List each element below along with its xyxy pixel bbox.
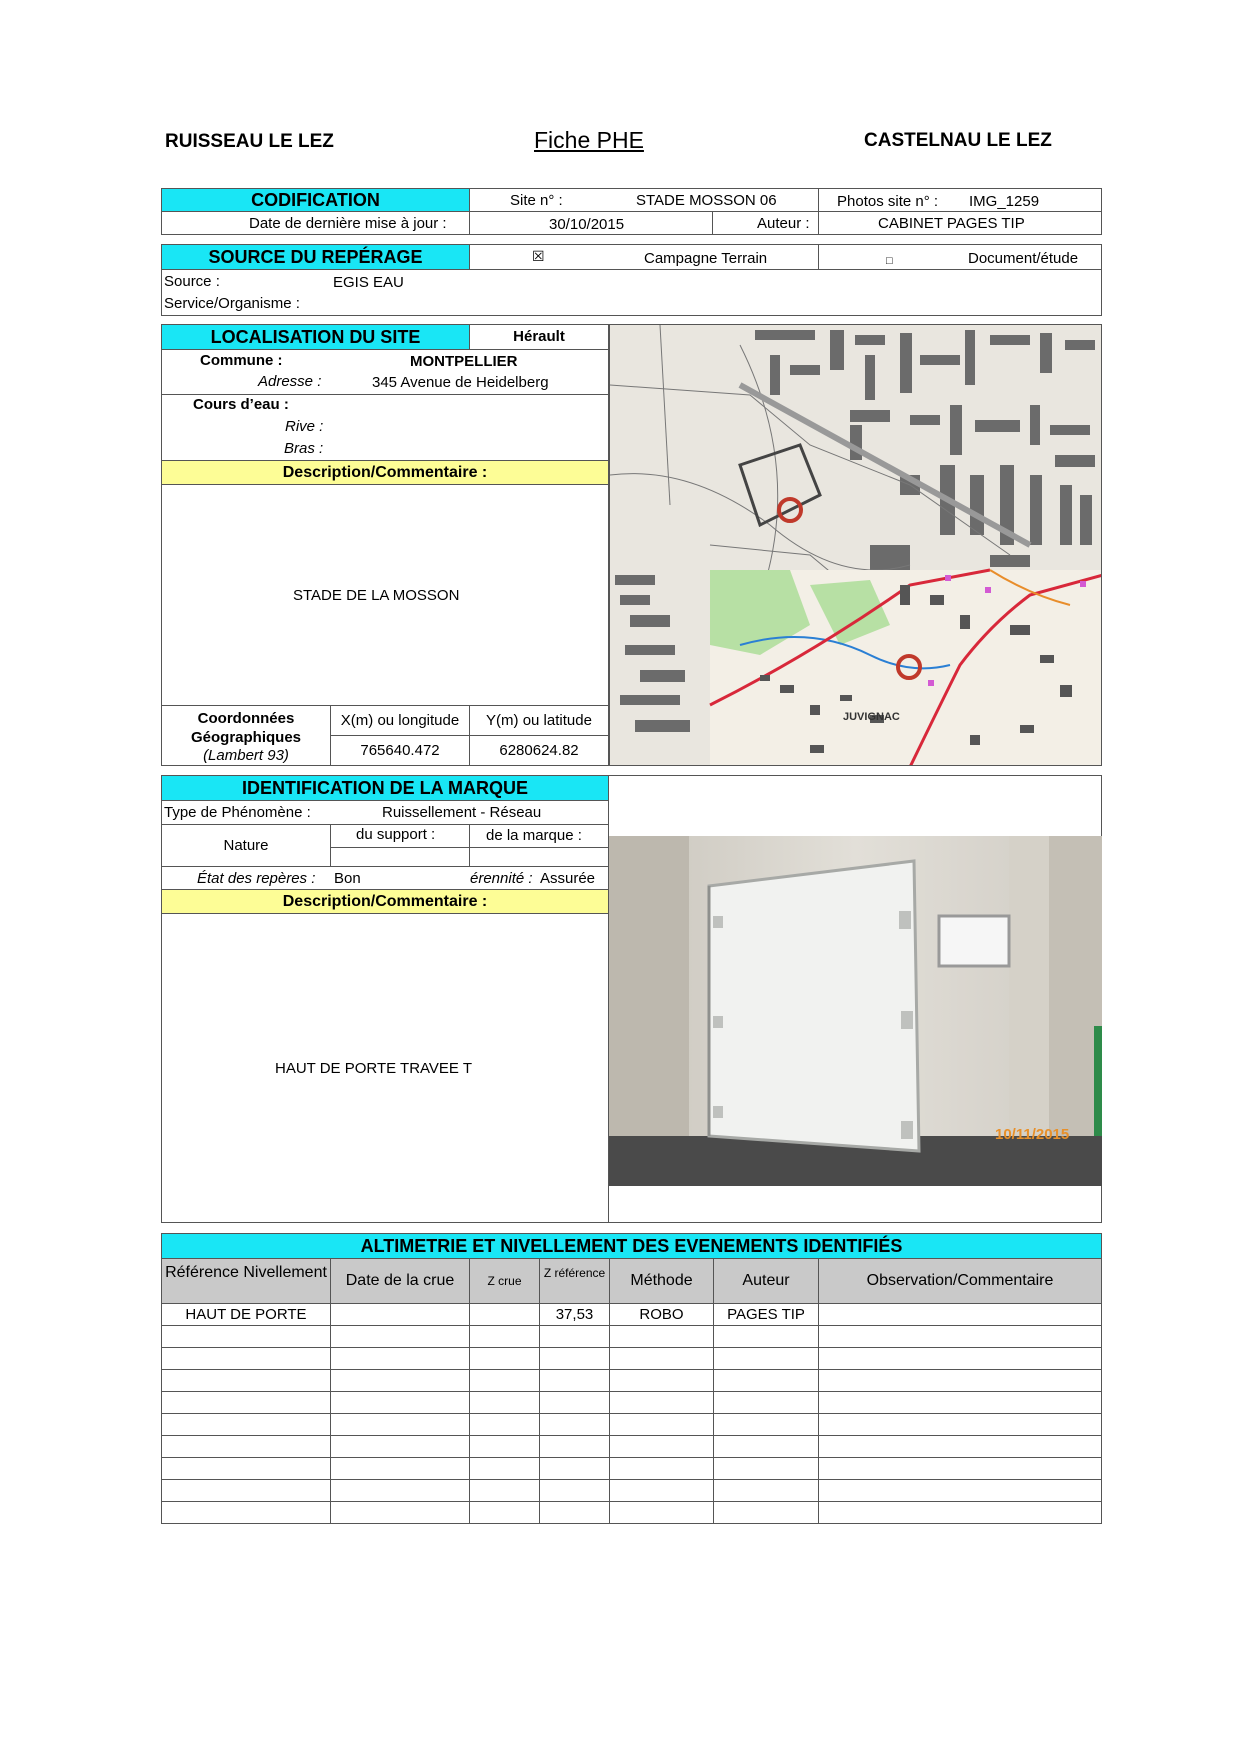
table-cell	[609, 1369, 714, 1392]
table-cell	[818, 1501, 1102, 1524]
coords-label-2: Géographiques	[190, 729, 302, 746]
table-cell	[609, 1413, 714, 1436]
table-cell	[609, 1325, 714, 1348]
table-cell: HAUT DE PORTE	[161, 1303, 331, 1326]
update-date-label: Date de dernière mise à jour :	[249, 215, 447, 232]
table-cell	[713, 1391, 819, 1414]
table-cell	[161, 1347, 331, 1370]
table-cell	[818, 1347, 1102, 1370]
table-cell	[161, 1391, 331, 1414]
table-cell	[818, 1391, 1102, 1414]
table-cell	[713, 1435, 819, 1458]
table-cell	[713, 1369, 819, 1392]
x-value: 765640.472	[330, 735, 470, 766]
table-cell	[330, 1325, 470, 1348]
table-cell	[609, 1457, 714, 1480]
col-flood-date: Date de la crue	[330, 1258, 470, 1304]
table-cell	[330, 1347, 470, 1370]
state-value: Bon	[334, 870, 361, 887]
table-cell	[818, 1325, 1102, 1348]
table-cell	[539, 1391, 610, 1414]
table-cell	[609, 1347, 714, 1370]
table-cell	[818, 1303, 1102, 1326]
table-cell	[161, 1457, 331, 1480]
table-cell	[539, 1325, 610, 1348]
author-value: CABINET PAGES TIP	[878, 215, 1025, 232]
type-label: Type de Phénomène :	[164, 804, 311, 821]
coords-label-3: (Lambert 93)	[203, 747, 289, 764]
table-cell	[609, 1501, 714, 1524]
campaign-label: Campagne Terrain	[644, 250, 768, 267]
table-cell	[330, 1457, 470, 1480]
update-date-value: 30/10/2015	[549, 216, 625, 233]
table-cell	[330, 1391, 470, 1414]
nature-label: Nature	[223, 837, 269, 854]
identification-heading: IDENTIFICATION DE LA MARQUE	[161, 775, 609, 801]
table-cell	[818, 1457, 1102, 1480]
location-map	[609, 324, 1102, 766]
table-cell	[161, 1501, 331, 1524]
table-cell	[609, 1391, 714, 1414]
codification-heading: CODIFICATION	[161, 188, 470, 212]
mark-description-heading: Description/Commentaire :	[161, 889, 609, 914]
col-method: Méthode	[609, 1258, 714, 1304]
perennity-value: Assurée	[540, 870, 596, 887]
table-cell	[818, 1435, 1102, 1458]
table-cell	[330, 1303, 470, 1326]
bank-label: Rive :	[285, 418, 324, 435]
table-cell	[539, 1347, 610, 1370]
table-cell	[469, 1347, 540, 1370]
table-cell	[469, 1435, 540, 1458]
table-cell	[161, 1435, 331, 1458]
site-description-heading: Description/Commentaire :	[161, 460, 609, 485]
coords-label-1: Coordonnées	[197, 710, 295, 727]
table-cell	[609, 1435, 714, 1458]
y-value: 6280624.82	[469, 735, 609, 766]
table-cell: 37,53	[539, 1303, 610, 1326]
table-cell	[161, 1413, 331, 1436]
table-cell	[330, 1435, 470, 1458]
source-body	[161, 269, 1102, 316]
service-value: EGIS EAU	[333, 274, 404, 291]
col-reference: Référence Nivellement	[161, 1258, 331, 1304]
table-cell	[713, 1413, 819, 1436]
page-title: Fiche PHE	[534, 127, 644, 153]
table-cell	[539, 1369, 610, 1392]
table-cell	[469, 1501, 540, 1524]
site-description-text: STADE DE LA MOSSON	[293, 587, 460, 604]
address-value: 345 Avenue de Heidelberg	[372, 374, 549, 391]
x-label: X(m) ou longitude	[330, 705, 470, 736]
map-place-label: JUVIGNAC	[843, 711, 900, 723]
table-cell	[161, 1325, 331, 1348]
mark-description-text: HAUT DE PORTE TRAVEE T	[275, 1060, 472, 1077]
photos-label: Photos site n° :	[837, 193, 939, 210]
river-label: Cours d’eau :	[193, 396, 289, 413]
table-cell	[330, 1479, 470, 1502]
table-cell	[818, 1479, 1102, 1502]
table-cell	[818, 1369, 1102, 1392]
table-cell	[469, 1369, 540, 1392]
commune-name: CASTELNAU LE LEZ	[864, 130, 1052, 151]
table-cell	[609, 1479, 714, 1502]
col-z-reference: Z référence	[539, 1258, 610, 1304]
river-name: RUISSEAU LE LEZ	[165, 131, 334, 152]
support-label: du support :	[356, 826, 436, 843]
table-cell	[713, 1347, 819, 1370]
support-value-cell	[330, 847, 470, 867]
type-value: Ruissellement - Réseau	[382, 804, 542, 821]
mark-photo	[609, 836, 1102, 1186]
address-label: Adresse :	[258, 373, 322, 390]
table-cell	[818, 1413, 1102, 1436]
mark-value-cell	[469, 847, 609, 867]
document-checkbox[interactable]: □	[886, 255, 893, 267]
table-cell	[713, 1501, 819, 1524]
table-cell	[713, 1479, 819, 1502]
commune-label: Commune :	[200, 352, 283, 369]
mark-label: de la marque :	[486, 827, 582, 844]
table-cell	[539, 1501, 610, 1524]
altimetry-heading: ALTIMETRIE ET NIVELLEMENT DES EVENEMENTS IDENTIFIÉS	[161, 1233, 1102, 1259]
table-cell	[469, 1479, 540, 1502]
table-cell	[539, 1435, 610, 1458]
campaign-checkbox[interactable]: ☒	[532, 248, 545, 264]
commune-value: MONTPELLIER	[410, 353, 518, 370]
table-cell	[161, 1369, 331, 1392]
table-cell	[330, 1369, 470, 1392]
table-cell: ROBO	[609, 1303, 714, 1326]
department: Hérault	[469, 324, 609, 350]
table-cell	[539, 1413, 610, 1436]
state-label: État des repères :	[197, 870, 316, 887]
table-cell	[713, 1457, 819, 1480]
table-cell	[469, 1303, 540, 1326]
table-cell: PAGES TIP	[713, 1303, 819, 1326]
photo-date-stamp: 10/11/2015	[995, 1126, 1070, 1143]
table-cell	[469, 1457, 540, 1480]
site-label: Site n° :	[510, 192, 563, 209]
table-cell	[539, 1479, 610, 1502]
author-label: Auteur :	[757, 215, 810, 232]
photos-value: IMG_1259	[969, 193, 1040, 210]
arm-label: Bras :	[284, 440, 324, 457]
site-value: STADE MOSSON 06	[636, 192, 777, 209]
y-label: Y(m) ou latitude	[469, 705, 609, 736]
col-author: Auteur	[713, 1258, 819, 1304]
table-cell	[469, 1413, 540, 1436]
table-cell	[330, 1413, 470, 1436]
table-cell	[469, 1391, 540, 1414]
table-cell	[713, 1325, 819, 1348]
source-heading: SOURCE DU REPÉRAGE	[161, 244, 470, 270]
table-cell	[161, 1479, 331, 1502]
localisation-heading: LOCALISATION DU SITE	[161, 324, 470, 350]
col-observation: Observation/Commentaire	[818, 1258, 1102, 1304]
col-z-flood: Z crue	[469, 1258, 540, 1304]
table-cell	[330, 1501, 470, 1524]
table-cell	[539, 1457, 610, 1480]
source-label: Source :	[164, 273, 220, 290]
service-label: Service/Organisme :	[164, 295, 300, 312]
table-cell	[469, 1325, 540, 1348]
perennity-label: érennité :	[470, 870, 533, 887]
document-label: Document/étude	[968, 250, 1079, 267]
